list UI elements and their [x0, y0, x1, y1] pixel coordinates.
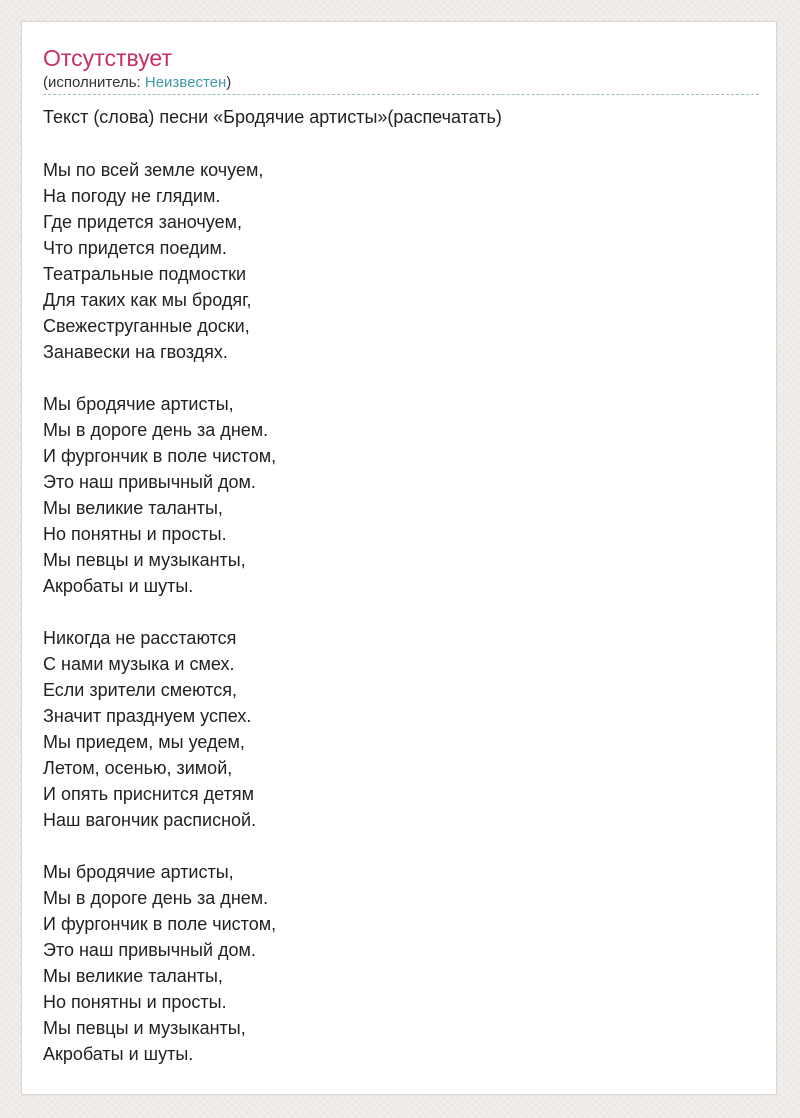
lyrics-line: Где придется заночуем,	[43, 212, 242, 232]
lyrics-line: Но понятны и просты.	[43, 524, 227, 544]
lyrics-line: Театральные подмостки	[43, 264, 247, 284]
lyrics-line: Мы певцы и музыканты,	[43, 550, 246, 570]
lyrics-line: Что придется поедим.	[43, 238, 227, 258]
lyrics-line: Летом, осенью, зимой,	[43, 758, 233, 778]
lyrics-line: Значит празднуем успех.	[43, 706, 252, 726]
lyrics-card	[21, 21, 777, 1095]
song-title: Отсутствует	[43, 45, 172, 71]
lyrics-stanza	[43, 157, 276, 365]
lyrics-line: Свежеструганные доски,	[43, 316, 250, 336]
lyrics-line: И фургончик в поле чистом,	[43, 446, 277, 466]
lyrics-line: С нами музыка и смех.	[43, 654, 235, 674]
lyrics-line: Мы певцы и музыканты,	[43, 1018, 246, 1038]
lyrics-line: Акробаты и шуты.	[43, 1044, 194, 1064]
lyrics-heading-text: Текст (слова) песни «Бродячие артисты»	[43, 107, 388, 127]
lyrics-line: Наш вагончик расписной.	[43, 810, 257, 830]
lyrics-line: Мы бродячие артисты,	[43, 862, 234, 882]
lyrics-line: Мы великие таланты,	[43, 498, 223, 518]
lyrics-line: Мы бродячие артисты,	[43, 394, 234, 414]
lyrics-line: Мы великие таланты,	[43, 966, 223, 986]
lyrics-line: И фургончик в поле чистом,	[43, 914, 277, 934]
lyrics-line: На погоду не глядим.	[43, 186, 221, 206]
artist-prefix: (исполнитель:	[43, 74, 145, 91]
lyrics-line: Но понятны и просты.	[43, 992, 227, 1012]
lyrics-stanza	[43, 859, 276, 1067]
lyrics-line: Это наш привычный дом.	[43, 940, 256, 960]
lyrics-line: Мы по всей земле кочуем,	[43, 160, 264, 180]
lyrics-stanza	[43, 391, 276, 599]
artist-line	[43, 74, 231, 92]
lyrics-line: Для таких как мы бродяг,	[43, 290, 252, 310]
artist-link[interactable]: Неизвестен	[144, 74, 227, 91]
lyrics-line: Мы приедем, мы уедем,	[43, 732, 245, 752]
lyrics-body	[43, 157, 276, 1093]
lyrics-line: Если зрители смеются,	[43, 680, 237, 700]
lyrics-line: Занавески на гвоздях.	[43, 342, 228, 362]
song-header	[43, 44, 759, 95]
lyrics-line: Акробаты и шуты.	[43, 576, 194, 596]
lyrics-stanza	[43, 625, 276, 833]
lyrics-heading	[43, 106, 502, 128]
lyrics-line: Мы в дороге день за днем.	[43, 888, 269, 908]
lyrics-line: И опять приснится детям	[43, 784, 254, 804]
print-link[interactable]: (распечатать)	[387, 107, 502, 127]
lyrics-line: Это наш привычный дом.	[43, 472, 256, 492]
lyrics-line: Мы в дороге день за днем.	[43, 420, 269, 440]
artist-suffix: )	[226, 74, 232, 91]
lyrics-line: Никогда не расстаются	[43, 628, 237, 648]
